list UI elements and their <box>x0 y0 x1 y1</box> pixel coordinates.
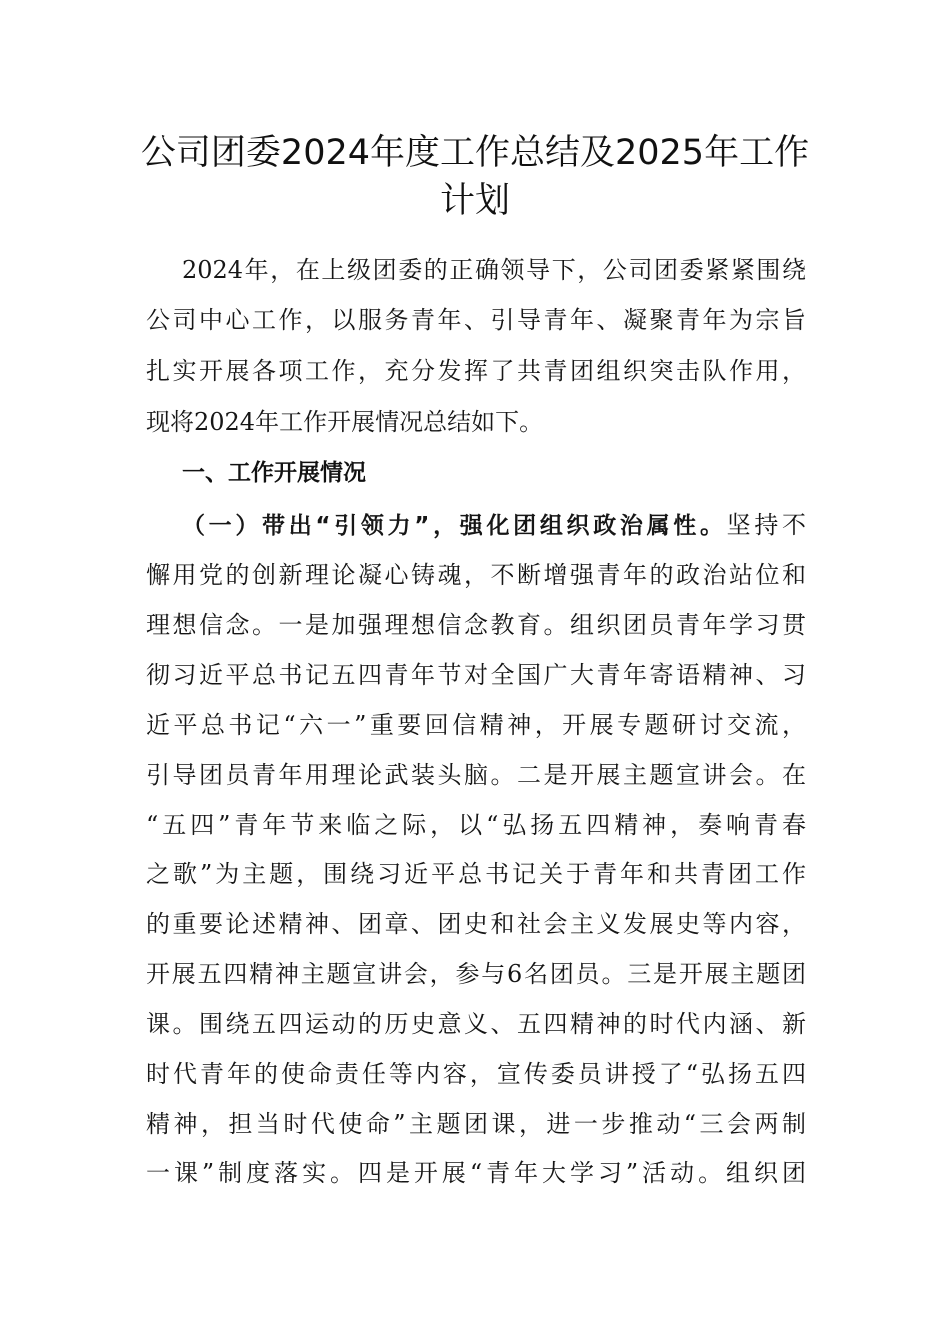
intro-line-4: 现将2024年工作开展情况总结如下。 <box>146 408 544 436</box>
body-line-8: 的重要论述精神、团章、团史和社会主义发展史等内容， <box>146 910 806 938</box>
body-line-3: 彻习近平总书记五四青年节对全国广大青年寄语精神、习 <box>146 661 806 689</box>
body-line-7: 之歌”为主题，围绕习近平总书记关于青年和共青团工作 <box>146 860 806 888</box>
section-heading-1: 一、工作开展情况 <box>182 460 366 486</box>
body-line-4: 近平总书记“六一”重要回信精神，开展专题研讨交流， <box>146 711 806 739</box>
body-line-9: 开展五四精神主题宣讲会，参与6名团员。三是开展主题团 <box>146 960 806 988</box>
body-line-12: 精神，担当时代使命”主题团课，进一步推动“三会两制 <box>146 1110 806 1138</box>
body-line-6: “五四”青年节来临之际，以“弘扬五四精神，奏响青春 <box>146 811 806 839</box>
body-line-11: 时代青年的使命责任等内容，宣传委员讲授了“弘扬五四 <box>146 1060 806 1088</box>
subsection-1-first-line <box>182 500 806 550</box>
document-title-line-2: 计划 <box>439 181 510 221</box>
intro-line-2: 公司中心工作，以服务青年、引导青年、凝聚青年为宗旨 <box>146 306 806 334</box>
subsection-1-first-rest: 坚持不 <box>726 511 807 539</box>
subsection-1-heading: （一）带出“引领力”，强化团组织政治属性。 <box>182 513 727 539</box>
body-line-2: 理想信念。一是加强理想信念教育。组织团员青年学习贯 <box>146 611 806 639</box>
body-line-10: 课。围绕五四运动的历史意义、五四精神的时代内涵、新 <box>146 1010 806 1038</box>
body-line-5: 引导团员青年用理论武装头脑。二是开展主题宣讲会。在 <box>146 761 806 789</box>
intro-line-3: 扎实开展各项工作，充分发挥了共青团组织突击队作用， <box>146 357 806 385</box>
intro-line-1: 2024年，在上级团委的正确领导下，公司团委紧紧围绕 <box>182 256 806 284</box>
body-line-1: 懈用党的创新理论凝心铸魂，不断增强青年的政治站位和 <box>146 561 806 589</box>
document-title-line-1: 公司团委2024年度工作总结及2025年工作 <box>140 133 810 173</box>
body-line-13: 一课”制度落实。四是开展“青年大学习”活动。组织团 <box>146 1159 806 1187</box>
